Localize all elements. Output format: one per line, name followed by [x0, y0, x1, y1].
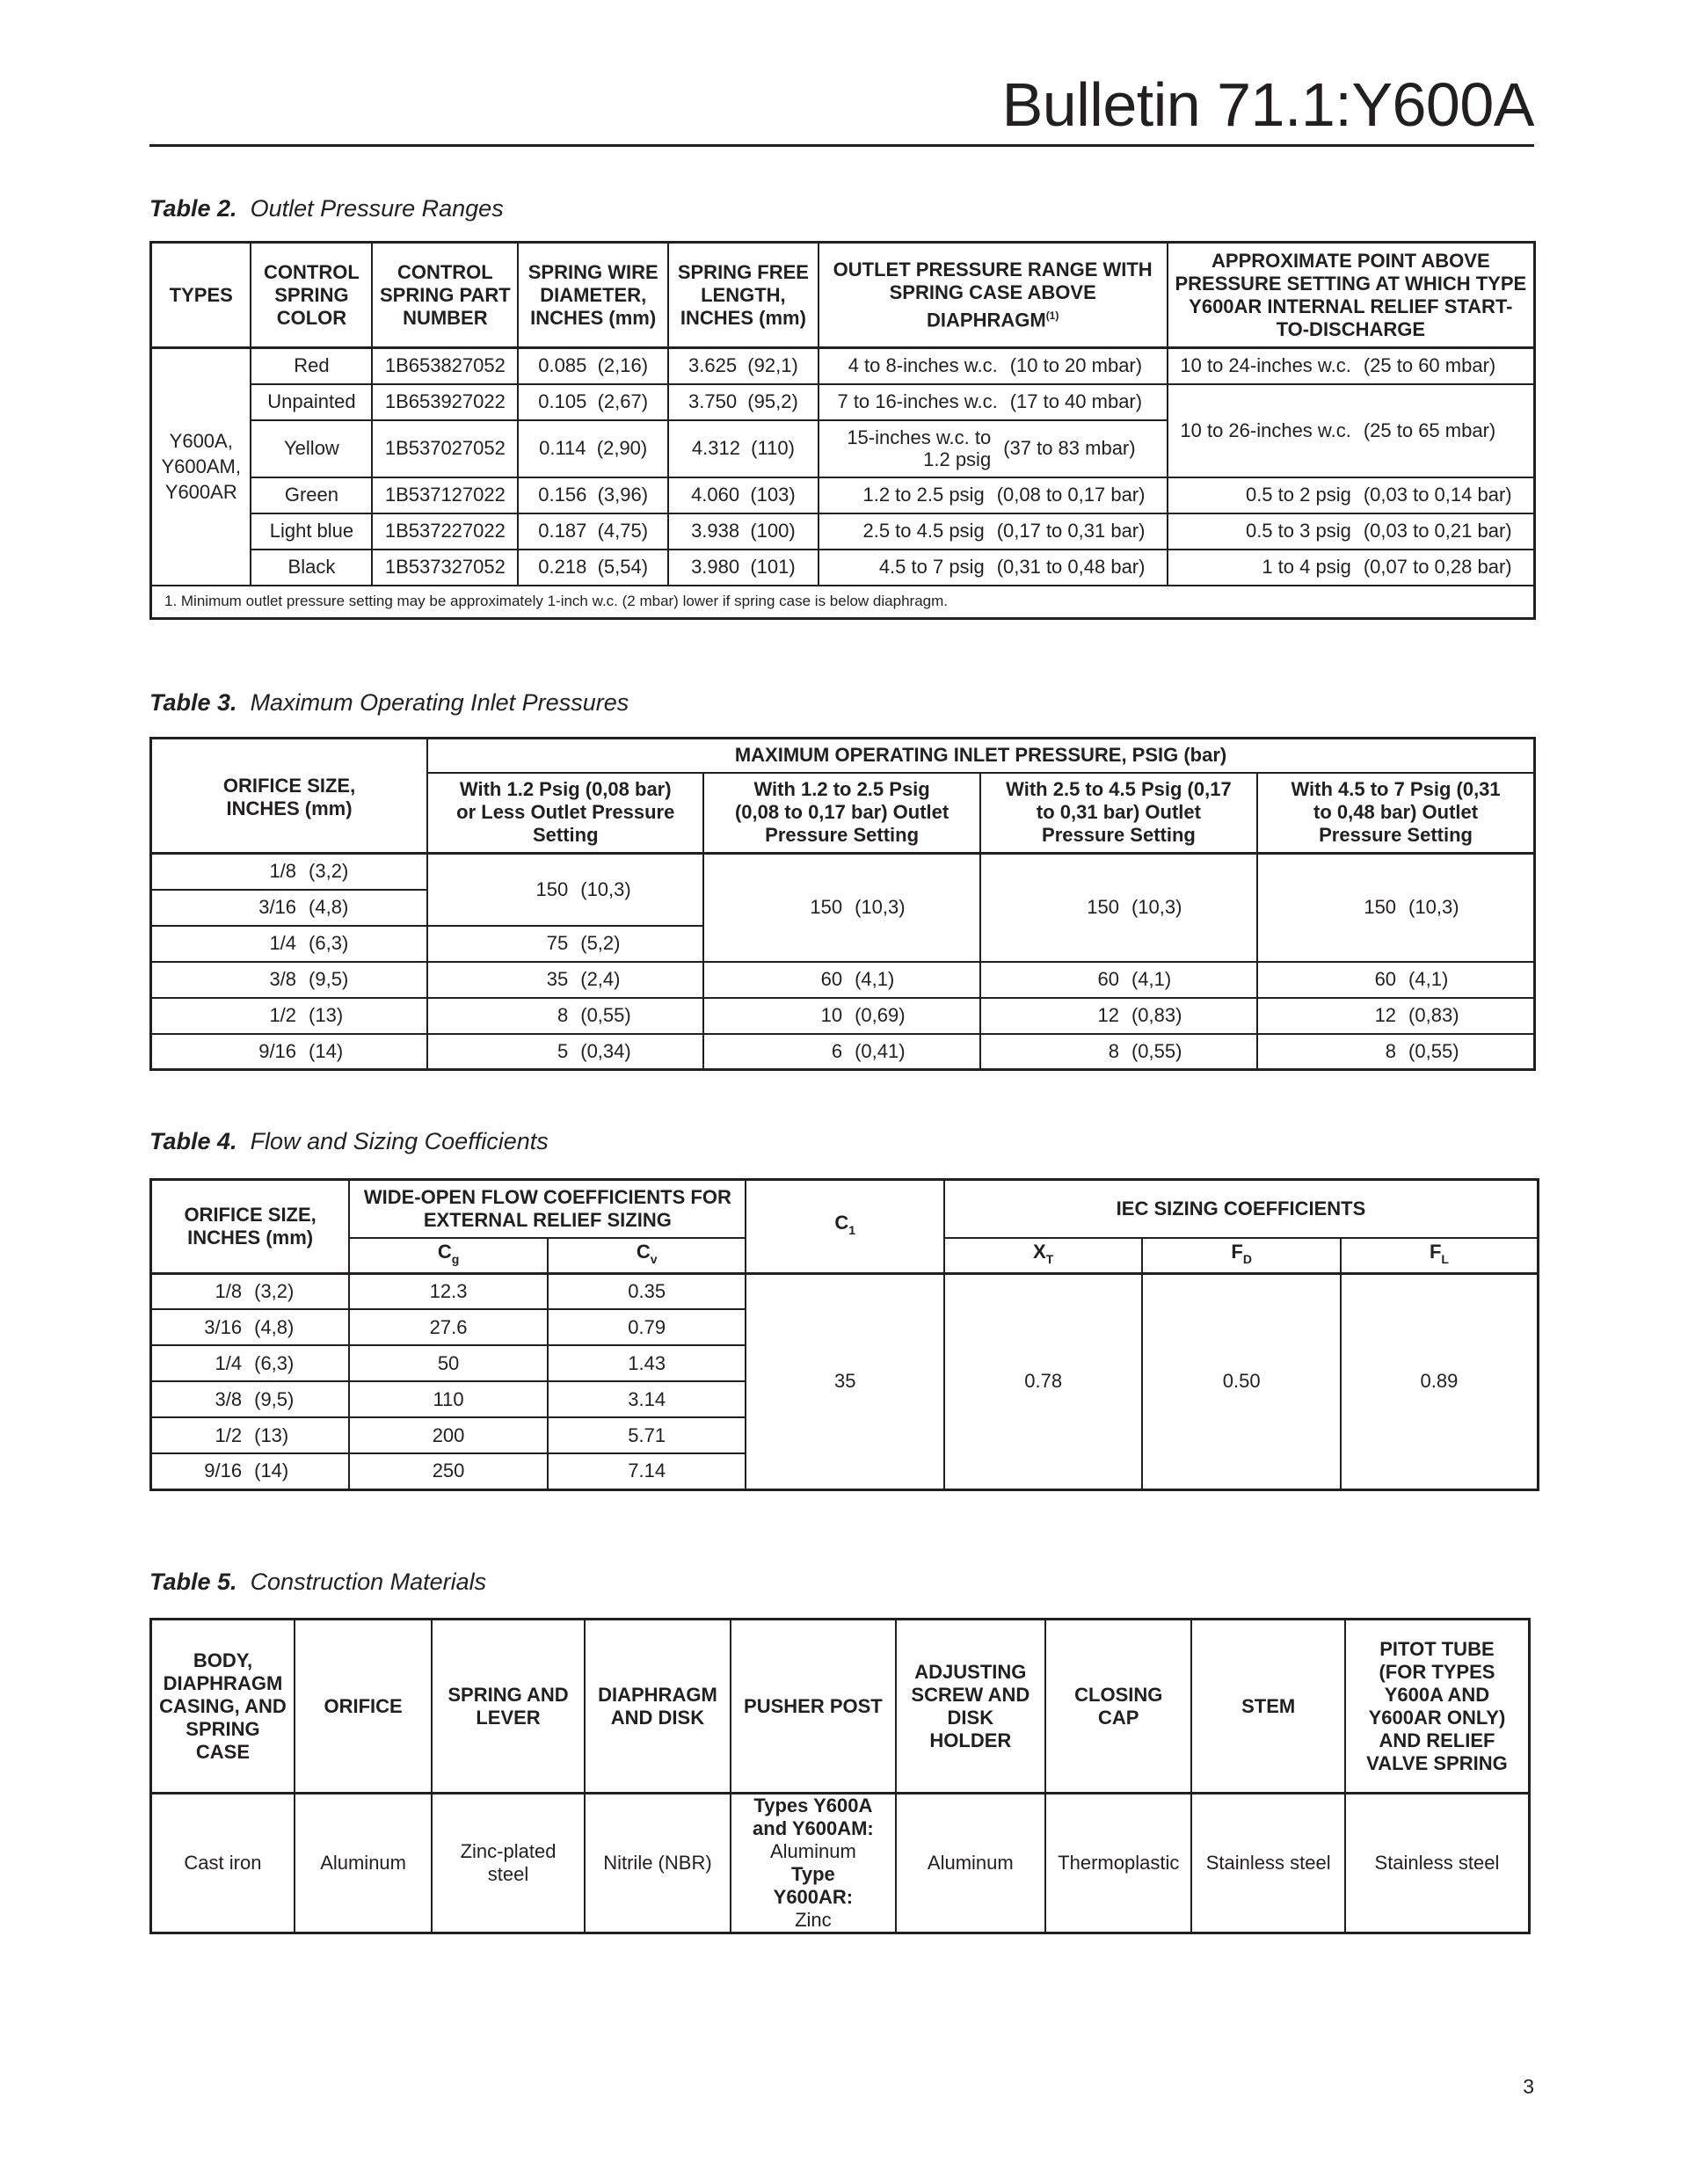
part-number: 1B537027052	[372, 420, 518, 477]
table3-header-col2: With 1.2 to 2.5 Psig (0,08 to 0,17 bar) Outlet Pressure Setting	[703, 773, 979, 854]
cv-value: 3.14	[548, 1381, 746, 1417]
orifice-size: 1/4 (6,3)	[151, 926, 428, 962]
pressure-value: 60 (4,1)	[980, 962, 1257, 998]
relief-point: 0.5 to 3 psig (0,03 to 0,21 bar)	[1168, 513, 1535, 550]
table4-caption-number: Table 4.	[149, 1128, 237, 1154]
table5-header-pitot: PITOT TUBE (FOR TYPES Y600A AND Y600AR ONLY) AND RELIEF VALVE SPRING	[1345, 1620, 1530, 1794]
table4-row	[151, 1273, 1539, 1309]
cg-value: 27.6	[349, 1309, 548, 1345]
spring-color: Black	[251, 550, 372, 586]
table4-header-cg: $C_g$	[349, 1238, 548, 1274]
spring-material: Zinc-plated steel	[432, 1794, 584, 1933]
table4-header-xt: $X_T$	[944, 1238, 1143, 1274]
table2-header-relief: APPROXIMATE POINT ABOVE PRESSURE SETTING AT WHICH TYPE Y600AR INTERNAL RELIEF START-TO-DISCHARGE	[1168, 243, 1535, 348]
table2-caption	[149, 195, 504, 222]
orifice-size: 3/8 (9,5)	[151, 1381, 350, 1417]
orifice-size: 1/4 (6,3)	[151, 1345, 350, 1381]
table2-header-wire: SPRING WIRE DIAMETER, INCHES (mm)	[518, 243, 668, 348]
adjusting-material: Aluminum	[896, 1794, 1045, 1933]
table4-header-iec: IEC SIZING COEFFICIENTS	[944, 1180, 1539, 1238]
table4-header-fl: $F_L$	[1341, 1238, 1539, 1274]
table5-header-orifice: ORIFICE	[295, 1620, 432, 1794]
free-length: 3.750 (95,2)	[668, 384, 819, 420]
table3-header-group: MAXIMUM OPERATING INLET PRESSURE, PSIG (bar)	[427, 739, 1534, 773]
orifice-size: 1/8 (3,2)	[151, 1273, 350, 1309]
outlet-range: 4 to 8-inches w.c. (10 to 20 mbar)	[819, 348, 1168, 384]
pressure-value: 8 (0,55)	[427, 998, 703, 1034]
table2-row	[151, 513, 1535, 550]
pressure-value: 8 (0,55)	[1257, 1034, 1534, 1070]
outlet-range: 4.5 to 7 psig (0,31 to 0,48 bar)	[819, 550, 1168, 586]
table2-outlet-pressure-ranges	[149, 241, 1536, 620]
part-number: 1B537127022	[372, 477, 518, 513]
table2-footnote: 1. Minimum outlet pressure setting may be approximately 1-inch w.c. (2 mbar) lower if spring case is below diaphragm.	[151, 586, 1535, 619]
table3-header-col3: With 2.5 to 4.5 Psig (0,17 to 0,31 bar) Outlet Pressure Setting	[980, 773, 1257, 854]
spring-color: Light blue	[251, 513, 372, 550]
bulletin-title: Bulletin 71.1:Y600A	[1001, 70, 1534, 139]
table3-caption	[149, 689, 629, 717]
relief-point: 10 to 24-inches w.c. (25 to 60 mbar)	[1168, 348, 1535, 384]
table5-header-stem: STEM	[1191, 1620, 1344, 1794]
table5-header-adjusting: ADJUSTING SCREW AND DISK HOLDER	[896, 1620, 1045, 1794]
table5-header-pusher: PUSHER POST	[731, 1620, 895, 1794]
table2-header-part: CONTROL SPRING PART NUMBER	[372, 243, 518, 348]
table4-caption-text: Flow and Sizing Coefficients	[250, 1128, 549, 1154]
table2-header-types: TYPES	[151, 243, 251, 348]
stem-material: Stainless steel	[1191, 1794, 1344, 1933]
header-rule	[149, 144, 1534, 147]
table2-caption-text: Outlet Pressure Ranges	[250, 195, 504, 222]
pressure-value: 150 (10,3)	[1257, 854, 1534, 962]
cv-value: 5.71	[548, 1417, 746, 1453]
part-number: 1B653827052	[372, 348, 518, 384]
table4-header-cv: $C_v$	[548, 1238, 746, 1274]
spring-color: Green	[251, 477, 372, 513]
table3-row	[151, 998, 1535, 1034]
table2-header-length: SPRING FREE LENGTH, INCHES (mm)	[668, 243, 819, 348]
outlet-range: 2.5 to 4.5 psig (0,17 to 0,31 bar)	[819, 513, 1168, 550]
table5-header-spring: SPRING AND LEVER	[432, 1620, 584, 1794]
orifice-size: 3/8 (9,5)	[151, 962, 428, 998]
wire-diameter: 0.218 (5,54)	[518, 550, 668, 586]
wire-diameter: 0.187 (4,75)	[518, 513, 668, 550]
c1-value: 35	[746, 1273, 943, 1489]
cg-value: 110	[349, 1381, 548, 1417]
table2-row	[151, 550, 1535, 586]
cv-value: 1.43	[548, 1345, 746, 1381]
outlet-range: 7 to 16-inches w.c. (17 to 40 mbar)	[819, 384, 1168, 420]
table4-header-orifice: ORIFICE SIZE, INCHES (mm)	[151, 1180, 350, 1274]
pusher-material	[731, 1794, 895, 1933]
wire-diameter: 0.085 (2,16)	[518, 348, 668, 384]
orifice-size: 9/16 (14)	[151, 1034, 428, 1070]
table4-header-flow: WIDE-OPEN FLOW COEFFICIENTS FOR EXTERNAL RELIEF SIZING	[349, 1180, 746, 1238]
cg-value: 12.3	[349, 1273, 548, 1309]
orifice-material: Aluminum	[295, 1794, 432, 1933]
table2-row	[151, 477, 1535, 513]
spring-color: Red	[251, 348, 372, 384]
cv-value: 0.79	[548, 1309, 746, 1345]
relief-point: 0.5 to 2 psig (0,03 to 0,14 bar)	[1168, 477, 1535, 513]
relief-point: 1 to 4 psig (0,07 to 0,28 bar)	[1168, 550, 1535, 586]
pressure-value: 75 (5,2)	[427, 926, 703, 962]
fd-value: 0.50	[1142, 1273, 1341, 1489]
orifice-size: 3/16 (4,8)	[151, 890, 428, 926]
table2-header-range: OUTLET PRESSURE RANGE WITH SPRING CASE ABOVE DIAPHRAGM$^{(1)}$	[819, 243, 1168, 348]
pressure-value: 150 (10,3)	[427, 854, 703, 926]
orifice-size: 1/2 (13)	[151, 998, 428, 1034]
table5-construction-materials	[149, 1618, 1531, 1934]
diaphragm-material: Nitrile (NBR)	[585, 1794, 731, 1933]
pressure-value: 60 (4,1)	[1257, 962, 1534, 998]
table4-flow-sizing-coefficients	[149, 1178, 1539, 1491]
table4-header-fd: $F_D$	[1142, 1238, 1341, 1274]
fl-value: 0.89	[1341, 1273, 1539, 1489]
table3-row	[151, 962, 1535, 998]
table4-header-c1: $C_1$	[746, 1180, 943, 1274]
pitot-material: Stainless steel	[1345, 1794, 1530, 1933]
table3-header-orifice: ORIFICE SIZE, INCHES (mm)	[151, 739, 428, 854]
table5-caption	[149, 1569, 486, 1596]
orifice-size: 9/16 (14)	[151, 1453, 350, 1489]
pusher-type1-label: Types Y600A and Y600AM:	[753, 1795, 874, 1839]
table3-row	[151, 1034, 1535, 1070]
table5-header-body: BODY, DIAPHRAGM CASING, AND SPRING CASE	[151, 1620, 295, 1794]
free-length: 3.625 (92,1)	[668, 348, 819, 384]
pressure-value: 12 (0,83)	[1257, 998, 1534, 1034]
table2-row	[151, 348, 1535, 384]
cg-value: 200	[349, 1417, 548, 1453]
table2-caption-number: Table 2.	[149, 195, 237, 222]
pusher-type1-value: Aluminum	[769, 1840, 856, 1862]
pressure-value: 60 (4,1)	[703, 962, 979, 998]
pressure-value: 35 (2,4)	[427, 962, 703, 998]
table3-row	[151, 854, 1535, 890]
pressure-value: 12 (0,83)	[980, 998, 1257, 1034]
spring-color: Unpainted	[251, 384, 372, 420]
pusher-type2-value: Zinc	[795, 1909, 832, 1931]
table2-row	[151, 384, 1535, 420]
table4-caption	[149, 1128, 549, 1155]
body-material: Cast iron	[151, 1794, 295, 1933]
free-length: 4.060 (103)	[668, 477, 819, 513]
table3-max-inlet-pressures	[149, 737, 1536, 1071]
page-number: 3	[1523, 2075, 1534, 2098]
cg-value: 50	[349, 1345, 548, 1381]
table3-header-col1: With 1.2 Psig (0,08 bar) or Less Outlet Pressure Setting	[427, 773, 703, 854]
pressure-value: 150 (10,3)	[703, 854, 979, 962]
cv-value: 0.35	[548, 1273, 746, 1309]
wire-diameter: 0.156 (3,96)	[518, 477, 668, 513]
pressure-value: 8 (0,55)	[980, 1034, 1257, 1070]
table5-header-diaphragm: DIAPHRAGM AND DISK	[585, 1620, 731, 1794]
free-length: 3.980 (101)	[668, 550, 819, 586]
table3-header-col4: With 4.5 to 7 Psig (0,31 to 0,48 bar) Outlet Pressure Setting	[1257, 773, 1534, 854]
table3-caption-text: Maximum Operating Inlet Pressures	[250, 689, 629, 716]
cg-value: 250	[349, 1453, 548, 1489]
xt-value: 0.78	[944, 1273, 1143, 1489]
outlet-range: 15-inches w.c. to 1.2 psig(37 to 83 mbar)	[819, 420, 1168, 477]
table5-caption-text: Construction Materials	[250, 1569, 487, 1595]
table2-header-color: CONTROL SPRING COLOR	[251, 243, 372, 348]
spring-color: Yellow	[251, 420, 372, 477]
pressure-value: 150 (10,3)	[980, 854, 1257, 962]
pressure-value: 6 (0,41)	[703, 1034, 979, 1070]
orifice-size: 3/16 (4,8)	[151, 1309, 350, 1345]
free-length: 3.938 (100)	[668, 513, 819, 550]
closing-material: Thermoplastic	[1045, 1794, 1191, 1933]
orifice-size: 1/2 (13)	[151, 1417, 350, 1453]
pressure-value: 10 (0,69)	[703, 998, 979, 1034]
outlet-range: 1.2 to 2.5 psig (0,08 to 0,17 bar)	[819, 477, 1168, 513]
free-length: 4.312 (110)	[668, 420, 819, 477]
part-number: 1B537227022	[372, 513, 518, 550]
table5-caption-number: Table 5.	[149, 1569, 237, 1595]
part-number: 1B537327052	[372, 550, 518, 586]
wire-diameter: 0.114 (2,90)	[518, 420, 668, 477]
table2-types: Y600A, Y600AM, Y600AR	[151, 348, 251, 586]
part-number: 1B653927022	[372, 384, 518, 420]
table5-row	[151, 1794, 1530, 1933]
relief-point: 10 to 26-inches w.c. (25 to 65 mbar)	[1168, 384, 1535, 477]
pressure-value: 5 (0,34)	[427, 1034, 703, 1070]
table5-header-closing: CLOSING CAP	[1045, 1620, 1191, 1794]
table3-caption-number: Table 3.	[149, 689, 237, 716]
orifice-size: 1/8 (3,2)	[151, 854, 428, 890]
cv-value: 7.14	[548, 1453, 746, 1489]
wire-diameter: 0.105 (2,67)	[518, 384, 668, 420]
pusher-type2-label: Type Y600AR:	[773, 1863, 854, 1908]
